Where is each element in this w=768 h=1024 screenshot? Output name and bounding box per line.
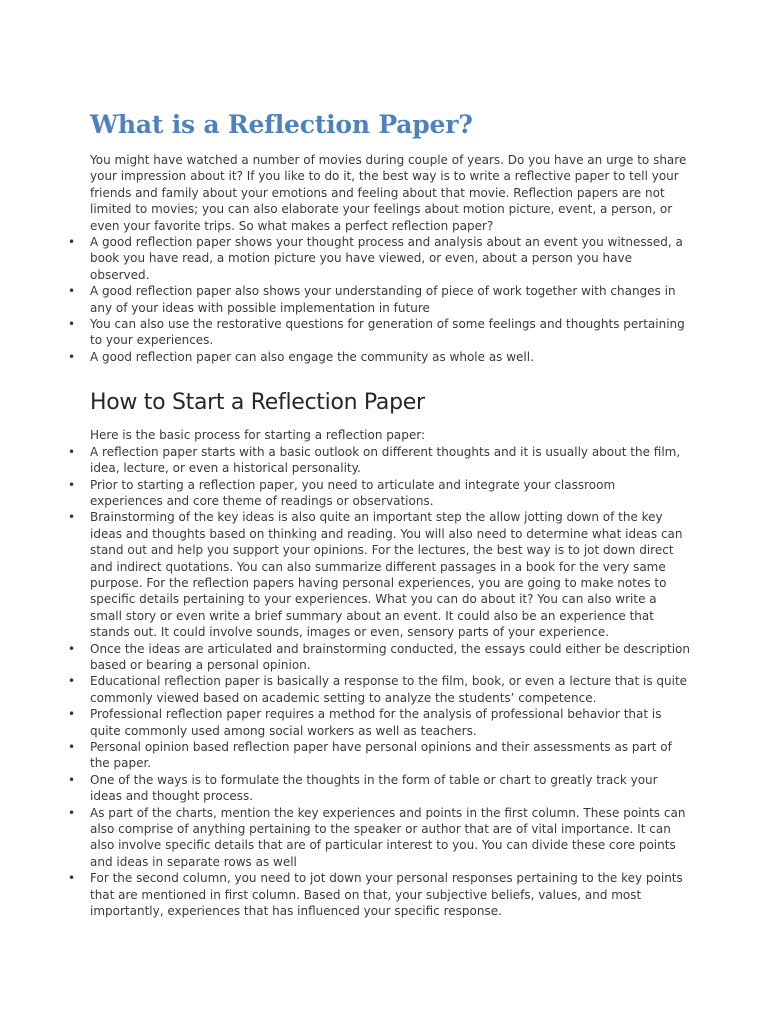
- bullet-icon: •: [68, 805, 76, 820]
- document-content: [68, 108, 690, 919]
- process-steps-list: [68, 444, 690, 920]
- list-item-text: Professional reflection paper requires a method for the analysis of professional behavior that is quite commonly used among social workers as well as teachers.: [90, 707, 662, 738]
- list-item: [68, 349, 690, 365]
- list-item: [68, 509, 690, 640]
- list-item-text: A good reflection paper shows your thought process and analysis about an event you witnessed, a book you have read, a motion picture you have viewed, or even, about a person you have observed.: [90, 235, 683, 282]
- intro-paragraph: You might have watched a number of movies during couple of years. Do you have an urge to share your impression about it? If you like to do it, the best way is to write a reflective paper to tell your friends and family about your emotions and feeling about that movie. Reflection papers are not limited to movies; you can also elaborate your feelings about motion picture, event, a person, or even your favorite trips. So what makes a perfect reflection paper?: [90, 153, 687, 233]
- list-item: [68, 283, 690, 316]
- list-item-text: A good reflection paper can also engage the community as whole as well.: [90, 349, 534, 364]
- bullet-icon: •: [68, 740, 76, 754]
- list-item: [68, 772, 690, 805]
- list-item: [68, 641, 690, 674]
- list-item: [68, 444, 690, 477]
- list-item-text: For the second column, you need to jot down your personal responses pertaining to the key points that are mentioned in first column. Based on that, your subjective beliefs, values, and most importantly, experiences that has influenced your specific response.: [90, 871, 683, 919]
- bullet-icon: •: [68, 674, 76, 689]
- list-item-text: Educational reflection paper is basically a response to the film, book, or even a lecture that is quite commonly viewed based on academic setting to analyze the students’ competence.: [90, 674, 688, 705]
- list-item: [68, 706, 690, 739]
- list-item-text: You can also use the restorative questions for generation of some feelings and thoughts pertaining to your experiences.: [90, 317, 685, 348]
- list-item: [68, 739, 690, 772]
- bullet-icon: •: [68, 235, 76, 250]
- bullet-icon: •: [68, 444, 76, 459]
- list-item: [68, 477, 690, 510]
- bullet-icon: •: [68, 510, 76, 525]
- bullet-icon: •: [68, 284, 76, 299]
- bullet-icon: •: [68, 772, 76, 787]
- heading-how-to-start: How to Start a Reflection Paper: [90, 390, 425, 416]
- list-item: [68, 234, 690, 283]
- bullet-icon: •: [68, 349, 76, 364]
- bullet-icon: •: [68, 317, 76, 332]
- list-item-text: A reflection paper starts with a basic outlook on different thoughts and it is usually about the film, idea, lecture, or even a historical personality.: [90, 444, 681, 476]
- list-item-text: Brainstorming of the key ideas is also quite an important step the allow jotting down of the key ideas and thoughts based on thinking and reading. You will also need to determine what ideas can stand out and help you support your opinions. For the lectures, the best way is to jot down direct and indirect quotations. You can also summarize different passages in a book for the very same purpose. For the reflection papers having personal experiences, you are going to make notes to specific details pertaining to your experiences. What you can do about it? You can also write a small story or even write a brief summary about an event. It could also be an experience that stands out. It could involve sounds, images or even, sensory parts of your experience.: [90, 510, 683, 640]
- reflection-paper-qualities-list: [68, 234, 690, 365]
- bullet-icon: •: [68, 707, 76, 722]
- list-item: [68, 316, 690, 349]
- list-item-text: As part of the charts, mention the key experiences and points in the first column. These points can also comprise of anything pertaining to the speaker or author that are of vital importance. It can also involve specific details that are of particular interest to you. You can divide these core points and ideas in separate rows as well: [90, 805, 686, 869]
- list-item-text: Prior to starting a reflection paper, you need to articulate and integrate your classroom experiences and core theme of readings or observations.: [90, 477, 616, 508]
- list-item: [68, 870, 690, 919]
- bullet-icon: •: [68, 641, 76, 656]
- process-intro-text: Here is the basic process for starting a reflection paper:: [90, 428, 426, 443]
- bullet-icon: •: [68, 477, 76, 492]
- list-item: [68, 673, 690, 706]
- list-item: [68, 805, 690, 871]
- list-item-text: A good reflection paper also shows your understanding of piece of work together with changes in any of your ideas with possible implementation in future: [90, 284, 676, 315]
- list-item-text: Personal opinion based reflection paper have personal opinions and their assessments as part of the paper.: [90, 740, 672, 771]
- bullet-icon: •: [68, 871, 76, 886]
- heading-what-is-reflection-paper: What is a Reflection Paper?: [90, 110, 473, 139]
- list-item-text: One of the ways is to formulate the thoughts in the form of table or chart to greatly track your ideas and thought process.: [90, 772, 658, 804]
- list-item-text: Once the ideas are articulated and brainstorming conducted, the essays could either be description based or bearing a personal opinion.: [90, 641, 690, 672]
